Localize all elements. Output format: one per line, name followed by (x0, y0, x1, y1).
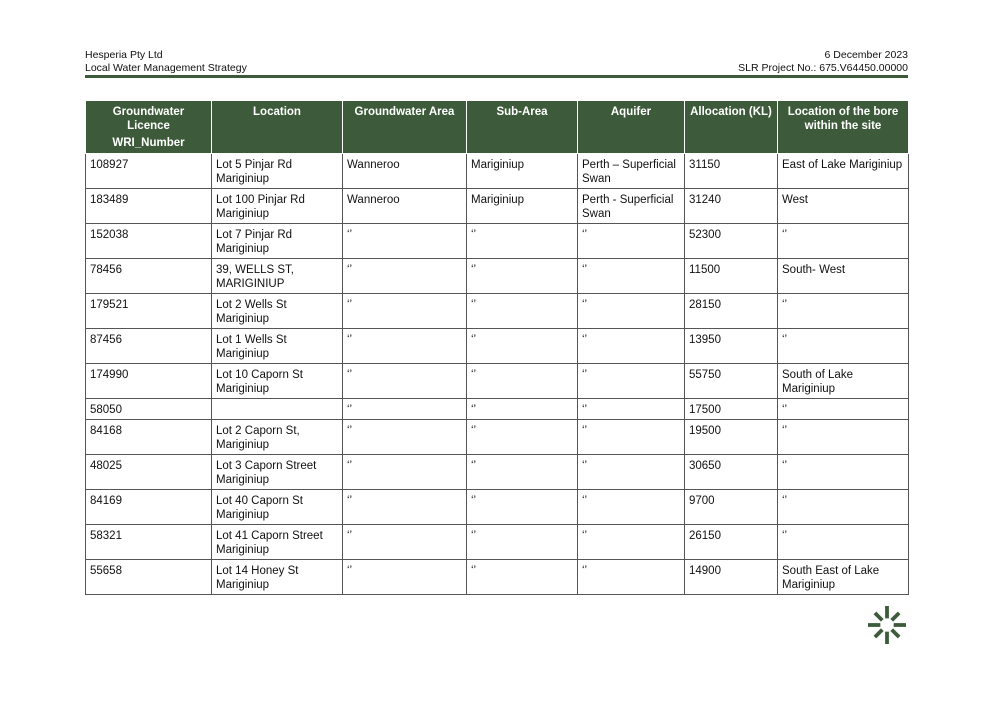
table-row (86, 420, 909, 455)
cell-location: Lot 14 Honey St Mariginiup (212, 560, 343, 595)
table-row (86, 224, 909, 259)
cell-allocation: 31150 (685, 154, 778, 189)
cell-groundwater-area: ‘’ (343, 329, 467, 364)
cell-groundwater-area: ‘’ (343, 224, 467, 259)
cell-allocation: 17500 (685, 399, 778, 420)
cell-aquifer: ‘’ (578, 294, 685, 329)
cell-sub-area: Mariginiup (467, 154, 578, 189)
cell-groundwater-area: ‘’ (343, 294, 467, 329)
cell-aquifer: ‘’ (578, 224, 685, 259)
cell-licence: 58050 (86, 399, 212, 420)
cell-location: Lot 7 Pinjar Rd Mariginiup (212, 224, 343, 259)
cell-groundwater-area: ‘’ (343, 420, 467, 455)
cell-bore-location: ‘’ (778, 490, 909, 525)
cell-sub-area: ‘’ (467, 364, 578, 399)
table-row (86, 364, 909, 399)
col-header-sub-area: Sub-Area (467, 101, 578, 154)
cell-licence: 174990 (86, 364, 212, 399)
cell-aquifer: ‘’ (578, 259, 685, 294)
header-divider (85, 75, 908, 78)
cell-licence: 183489 (86, 189, 212, 224)
document-title: Local Water Management Strategy (85, 62, 247, 74)
table-header-row (86, 101, 909, 154)
col-header-allocation: Allocation (KL) (685, 101, 778, 154)
cell-aquifer: ‘’ (578, 490, 685, 525)
cell-bore-location: ‘’ (778, 525, 909, 560)
cell-licence: 78456 (86, 259, 212, 294)
table-row (86, 399, 909, 420)
col-header-bore-location: Location of the bore within the site (778, 101, 909, 154)
cell-location: Lot 3 Caporn Street Mariginiup (212, 455, 343, 490)
cell-bore-location: South of Lake Mariginiup (778, 364, 909, 399)
cell-sub-area: ‘’ (467, 420, 578, 455)
cell-bore-location: ‘’ (778, 224, 909, 259)
cell-location: Lot 100 Pinjar Rd Mariginiup (212, 189, 343, 224)
header-right (738, 49, 908, 75)
cell-bore-location: West (778, 189, 909, 224)
cell-bore-location: ‘’ (778, 294, 909, 329)
cell-allocation: 55750 (685, 364, 778, 399)
cell-licence: 48025 (86, 455, 212, 490)
cell-location: Lot 2 Caporn St, Mariginiup (212, 420, 343, 455)
table-row (86, 259, 909, 294)
col-header-licence (86, 101, 212, 154)
cell-licence: 58321 (86, 525, 212, 560)
cell-allocation: 13950 (685, 329, 778, 364)
cell-allocation: 19500 (685, 420, 778, 455)
slr-logo-icon (868, 606, 906, 644)
table-row (86, 189, 909, 224)
cell-sub-area: ‘’ (467, 560, 578, 595)
document-date: 6 December 2023 (824, 49, 908, 61)
cell-groundwater-area: ‘’ (343, 525, 467, 560)
cell-bore-location: ‘’ (778, 455, 909, 490)
cell-location: Lot 2 Wells St Mariginiup (212, 294, 343, 329)
licence-table (85, 100, 909, 595)
cell-location (212, 399, 343, 420)
cell-allocation: 9700 (685, 490, 778, 525)
cell-groundwater-area: ‘’ (343, 455, 467, 490)
cell-aquifer: ‘’ (578, 364, 685, 399)
cell-groundwater-area: Wanneroo (343, 154, 467, 189)
cell-location: Lot 10 Caporn St Mariginiup (212, 364, 343, 399)
cell-groundwater-area: ‘’ (343, 490, 467, 525)
cell-allocation: 11500 (685, 259, 778, 294)
cell-aquifer: ‘’ (578, 455, 685, 490)
header-left (85, 49, 247, 75)
cell-licence: 84168 (86, 420, 212, 455)
cell-bore-location: ‘’ (778, 420, 909, 455)
cell-aquifer: Perth - Superficial Swan (578, 189, 685, 224)
cell-sub-area: ‘’ (467, 525, 578, 560)
table-row (86, 329, 909, 364)
cell-allocation: 28150 (685, 294, 778, 329)
cell-licence: 87456 (86, 329, 212, 364)
cell-location: Lot 41 Caporn Street Mariginiup (212, 525, 343, 560)
cell-allocation: 31240 (685, 189, 778, 224)
cell-aquifer: ‘’ (578, 420, 685, 455)
project-number: SLR Project No.: 675.V64450.00000 (738, 62, 908, 74)
cell-licence: 152038 (86, 224, 212, 259)
cell-sub-area: ‘’ (467, 399, 578, 420)
cell-sub-area: ‘’ (467, 490, 578, 525)
cell-allocation: 14900 (685, 560, 778, 595)
company-name: Hesperia Pty Ltd (85, 49, 163, 61)
cell-groundwater-area: ‘’ (343, 364, 467, 399)
cell-aquifer: Perth – Superficial Swan (578, 154, 685, 189)
cell-groundwater-area: ‘’ (343, 399, 467, 420)
table-row (86, 455, 909, 490)
table-row (86, 154, 909, 189)
cell-sub-area: ‘’ (467, 329, 578, 364)
cell-sub-area: ‘’ (467, 224, 578, 259)
cell-aquifer: ‘’ (578, 525, 685, 560)
col-header-licence-sublabel: WRI_Number (112, 137, 185, 149)
cell-sub-area: ‘’ (467, 294, 578, 329)
cell-location: Lot 1 Wells St Mariginiup (212, 329, 343, 364)
cell-bore-location: ‘’ (778, 329, 909, 364)
cell-aquifer: ‘’ (578, 329, 685, 364)
col-header-aquifer: Aquifer (578, 101, 685, 154)
cell-location: Lot 40 Caporn St Mariginiup (212, 490, 343, 525)
cell-groundwater-area: ‘’ (343, 259, 467, 294)
cell-bore-location: South- West (778, 259, 909, 294)
col-header-location: Location (212, 101, 343, 154)
cell-licence: 179521 (86, 294, 212, 329)
col-header-licence-label: Groundwater Licence (112, 106, 185, 132)
cell-licence: 108927 (86, 154, 212, 189)
cell-groundwater-area: ‘’ (343, 560, 467, 595)
cell-allocation: 26150 (685, 525, 778, 560)
table-row (86, 294, 909, 329)
cell-location: Lot 5 Pinjar Rd Mariginiup (212, 154, 343, 189)
cell-groundwater-area: Wanneroo (343, 189, 467, 224)
cell-bore-location: East of Lake Mariginiup (778, 154, 909, 189)
table-row (86, 525, 909, 560)
cell-sub-area: Mariginiup (467, 189, 578, 224)
cell-allocation: 52300 (685, 224, 778, 259)
cell-licence: 55658 (86, 560, 212, 595)
table-row (86, 490, 909, 525)
cell-aquifer: ‘’ (578, 560, 685, 595)
cell-sub-area: ‘’ (467, 259, 578, 294)
cell-location: 39, WELLS ST, MARIGINIUP (212, 259, 343, 294)
cell-sub-area: ‘’ (467, 455, 578, 490)
cell-bore-location: ‘’ (778, 399, 909, 420)
cell-aquifer: ‘’ (578, 399, 685, 420)
cell-licence: 84169 (86, 490, 212, 525)
cell-allocation: 30650 (685, 455, 778, 490)
cell-bore-location: South East of Lake Mariginiup (778, 560, 909, 595)
col-header-groundwater-area: Groundwater Area (343, 101, 467, 154)
table-row (86, 560, 909, 595)
